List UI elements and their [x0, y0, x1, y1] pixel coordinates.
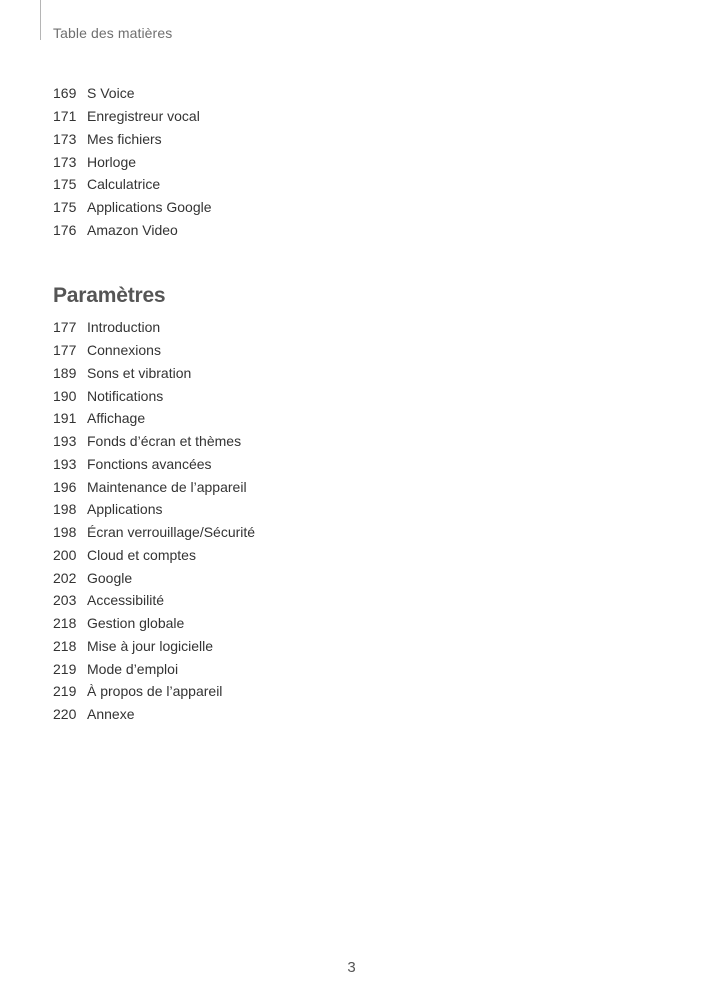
toc-entry-label: Google [87, 569, 133, 586]
toc-entry[interactable] [53, 589, 255, 612]
toc-entry-label: À propos de l’appareil [87, 683, 223, 700]
toc-entry-label: Mode d’emploi [87, 660, 179, 677]
header-divider [40, 0, 41, 40]
toc-entry-page: 169 [53, 85, 77, 102]
toc-entry-page: 175 [53, 176, 77, 193]
toc-entry-label: Gestion globale [87, 615, 185, 632]
toc-entry-page: 191 [53, 410, 77, 427]
toc-entry-label: Calculatrice [87, 176, 161, 193]
toc-entry[interactable] [53, 635, 255, 658]
toc-entry-page: 219 [53, 660, 77, 677]
toc-entry[interactable] [53, 453, 255, 476]
toc-entry-label: Amazon Video [87, 221, 178, 238]
toc-entry-page: 193 [53, 455, 77, 472]
toc-entry[interactable] [53, 703, 255, 726]
toc-entry-label: Notifications [87, 387, 164, 404]
toc-apps-list [53, 82, 212, 241]
toc-entry-label: Fonds d’écran et thèmes [87, 433, 242, 450]
toc-entry-page: 175 [53, 199, 77, 216]
toc-entry-label: Écran verrouillage/Sécurité [87, 524, 256, 541]
toc-entry-label: Applications Google [87, 199, 212, 216]
toc-entry[interactable] [53, 521, 255, 544]
toc-entry[interactable] [53, 196, 212, 219]
toc-entry[interactable] [53, 566, 255, 589]
toc-entry[interactable] [53, 430, 255, 453]
toc-entry-page: 203 [53, 592, 77, 609]
toc-entry-label: Mes fichiers [87, 130, 162, 147]
toc-entry-page: 190 [53, 387, 77, 404]
toc-entry-page: 196 [53, 478, 77, 495]
toc-entry-page: 219 [53, 683, 77, 700]
toc-entry-page: 171 [53, 108, 77, 125]
toc-entry-label: Maintenance de l’appareil [87, 478, 247, 495]
toc-entry[interactable] [53, 475, 255, 498]
toc-entry-page: 177 [53, 319, 77, 336]
section-title-parametres: Paramètres [53, 284, 166, 307]
toc-entry-page: 218 [53, 615, 77, 632]
toc-entry-page: 198 [53, 501, 77, 518]
toc-entry-label: Accessibilité [87, 592, 165, 609]
toc-entry-label: Connexions [87, 342, 161, 359]
toc-entry-label: Fonctions avancées [87, 455, 212, 472]
toc-entry-label: Enregistreur vocal [87, 108, 200, 125]
toc-entry-label: Applications [87, 501, 163, 518]
toc-entry[interactable] [53, 128, 212, 151]
toc-entry-page: 176 [53, 221, 77, 238]
toc-settings-list [53, 316, 255, 726]
toc-entry[interactable] [53, 612, 255, 635]
running-header-title: Table des matières [53, 25, 173, 41]
toc-entry-label: Horloge [87, 153, 137, 170]
toc-entry-label: Affichage [87, 410, 146, 427]
toc-entry[interactable] [53, 657, 255, 680]
toc-entry[interactable] [53, 105, 212, 128]
toc-entry-page: 220 [53, 706, 77, 723]
toc-entry[interactable] [53, 407, 255, 430]
toc-entry-page: 173 [53, 153, 77, 170]
toc-entry[interactable] [53, 316, 255, 339]
toc-entry-label: Annexe [87, 706, 135, 723]
toc-entry-page: 193 [53, 433, 77, 450]
toc-entry-page: 218 [53, 637, 77, 654]
toc-entry-page: 200 [53, 546, 77, 563]
toc-entry-label: Mise à jour logicielle [87, 637, 214, 654]
toc-entry-page: 189 [53, 364, 77, 381]
toc-entry-page: 177 [53, 342, 77, 359]
page-number: 3 [347, 959, 356, 976]
toc-entry-label: S Voice [87, 85, 135, 102]
toc-entry-page: 198 [53, 524, 77, 541]
toc-entry[interactable] [53, 173, 212, 196]
toc-entry[interactable] [53, 384, 255, 407]
toc-entry-page: 202 [53, 569, 77, 586]
toc-entry-page: 173 [53, 130, 77, 147]
toc-entry-label: Sons et vibration [87, 364, 192, 381]
toc-entry[interactable] [53, 339, 255, 362]
toc-entry-label: Cloud et comptes [87, 546, 196, 563]
toc-entry[interactable] [53, 680, 255, 703]
toc-entry[interactable] [53, 150, 212, 173]
toc-entry[interactable] [53, 498, 255, 521]
toc-entry-label: Introduction [87, 319, 161, 336]
toc-entry[interactable] [53, 544, 255, 567]
toc-entry[interactable] [53, 362, 255, 385]
toc-entry[interactable] [53, 219, 212, 242]
toc-entry[interactable] [53, 82, 212, 105]
